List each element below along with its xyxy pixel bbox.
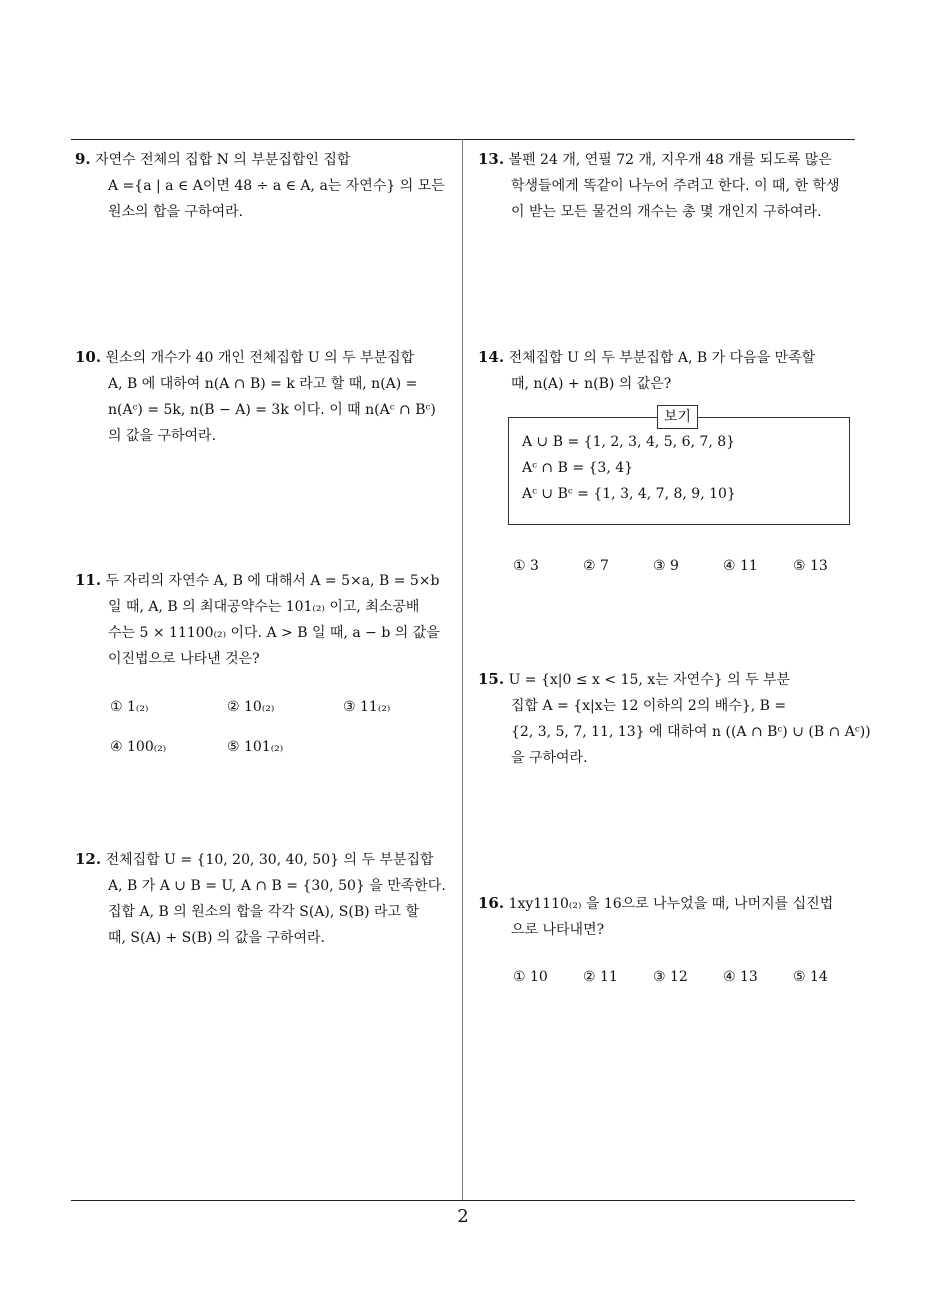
problem-15 — [478, 666, 871, 771]
problem-number: 14. — [478, 348, 505, 366]
problem-text: A, B 에 대하여 n(A ∩ B) = k 라고 할 때, n(A) = — [108, 376, 418, 392]
choice-1[interactable]: ① 3 — [513, 558, 539, 574]
choice-5[interactable]: ⑤ 14 — [793, 969, 828, 985]
problem-text: A, B 가 A ∪ B = U, A ∩ B = {30, 50} 을 만족한다. — [108, 878, 446, 894]
problem-text: 두 자리의 자연수 A, B 에 대해서 A = 5×a, B = 5×b — [105, 573, 440, 589]
choice-2[interactable]: ② 11 — [583, 969, 618, 985]
problem-number: 9. — [75, 150, 91, 168]
problem-number: 12. — [75, 850, 102, 868]
problem-number: 15. — [478, 670, 505, 688]
problem-text: 학생들에게 똑같이 나누어 주려고 한다. 이 때, 한 학생 — [511, 178, 840, 194]
problem-text: 집합 A, B 의 원소의 합을 각각 S(A), S(B) 라고 할 — [108, 904, 420, 920]
problem-text: U = {x|0 ≤ x < 15, x는 자연수} 의 두 부분 — [508, 672, 791, 688]
problem-text: 이 받는 모든 물건의 개수는 총 몇 개인지 구하여라. — [511, 204, 822, 220]
bottom-rule — [71, 1200, 855, 1201]
condition-box-title: 보기 — [657, 405, 698, 429]
choice-1[interactable]: ① 10 — [513, 969, 548, 985]
problem-text: 원소의 개수가 40 개인 전체집합 U 의 두 부분집합 — [105, 350, 415, 366]
top-rule — [71, 139, 855, 140]
problem-text: 볼펜 24 개, 연필 72 개, 지우개 48 개를 되도록 많은 — [508, 152, 832, 168]
problem-number: 10. — [75, 348, 102, 366]
problem-9 — [75, 146, 455, 225]
problem-text: 1xy1110₍₂₎ 을 16으로 나누었을 때, 나머지를 십진법 — [508, 896, 834, 912]
problem-text: {2, 3, 5, 7, 11, 13} 에 대하여 n ((A ∩ Bᶜ) ∪ (B ∩ Aᶜ)) — [511, 724, 871, 740]
problem-10 — [75, 344, 455, 449]
problem-16 — [478, 890, 858, 943]
problem-number: 16. — [478, 894, 505, 912]
problem-text: 이진법으로 나타낸 것은? — [108, 651, 260, 667]
choice-2[interactable]: ② 7 — [583, 558, 609, 574]
problem-number: 13. — [478, 150, 505, 168]
problem-text: 때, S(A) + S(B) 의 값을 구하여라. — [108, 930, 325, 946]
problem-11 — [75, 567, 455, 672]
choice-3[interactable]: ③ 11₍₂₎ — [343, 699, 391, 715]
problem-14 — [478, 344, 858, 397]
choice-3[interactable]: ③ 12 — [653, 969, 688, 985]
choice-3[interactable]: ③ 9 — [653, 558, 679, 574]
problem-text: A ={a | a ∈ A이면 48 ÷ a ∈ A, a는 자연수} 의 모든 — [108, 178, 445, 194]
choice-5[interactable]: ⑤ 101₍₂₎ — [227, 739, 284, 755]
choice-4[interactable]: ④ 11 — [723, 558, 758, 574]
choice-5[interactable]: ⑤ 13 — [793, 558, 828, 574]
choice-1[interactable]: ① 1₍₂₎ — [110, 699, 149, 715]
problem-text: 으로 나타내면? — [511, 922, 605, 938]
problem-text: 자연수 전체의 집합 N 의 부분집합인 집합 — [95, 152, 351, 168]
condition-line: Aᶜ ∪ Bᶜ = {1, 3, 4, 7, 8, 9, 10} — [522, 486, 736, 502]
choice-2[interactable]: ② 10₍₂₎ — [227, 699, 275, 715]
problem-text: 집합 A = {x|x는 12 이하의 2의 배수}, B = — [511, 698, 787, 714]
problem-text: 수는 5 × 11100₍₂₎ 이다. A > B 일 때, a − b 의 값을 — [108, 625, 440, 641]
problem-text: 을 구하여라. — [511, 750, 588, 766]
problem-text: n(Aᶜ) = 5k, n(B − A) = 3k 이다. 이 때 n(Aᶜ ∩ Bᶜ) — [108, 402, 436, 418]
page-number: 2 — [457, 1206, 469, 1227]
column-divider — [462, 139, 463, 1201]
problem-13 — [478, 146, 858, 225]
problem-text: 때, n(A) + n(B) 의 값은? — [511, 376, 672, 392]
choice-4[interactable]: ④ 100₍₂₎ — [110, 739, 167, 755]
choice-4[interactable]: ④ 13 — [723, 969, 758, 985]
condition-line: A ∪ B = {1, 2, 3, 4, 5, 6, 7, 8} — [522, 434, 736, 450]
problem-text: 전체집합 U 의 두 부분집합 A, B 가 다음을 만족할 — [508, 350, 816, 366]
problem-text: 원소의 합을 구하여라. — [108, 204, 244, 220]
condition-line: Aᶜ ∩ B = {3, 4} — [522, 460, 634, 476]
problem-number: 11. — [75, 571, 102, 589]
problem-text: 일 때, A, B 의 최대공약수는 101₍₂₎ 이고, 최소공배 — [108, 599, 420, 615]
problem-12 — [75, 846, 455, 951]
problem-text: 의 값을 구하여라. — [108, 428, 217, 444]
problem-text: 전체집합 U = {10, 20, 30, 40, 50} 의 두 부분집합 — [105, 852, 434, 868]
